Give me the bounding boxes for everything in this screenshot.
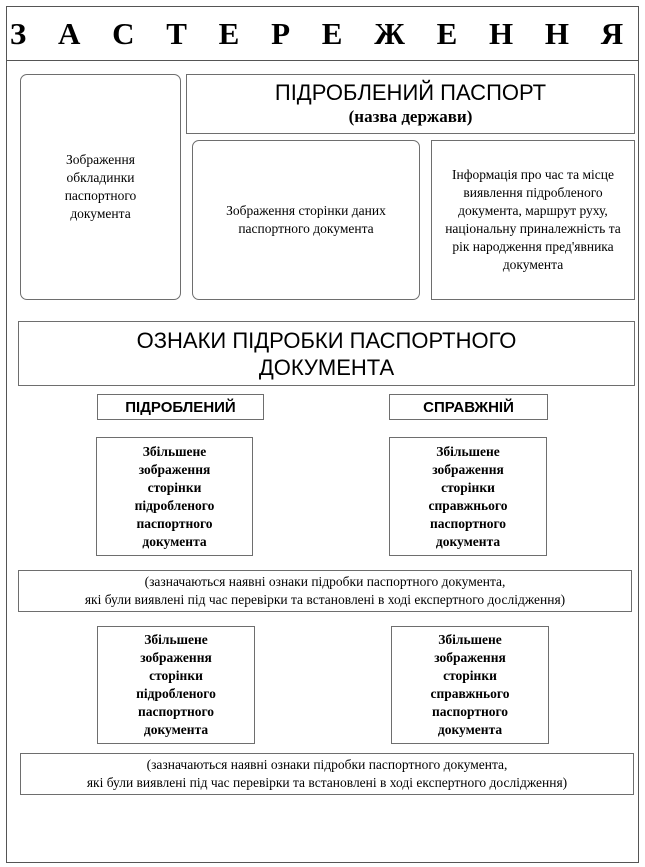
detection-info bbox=[431, 140, 635, 300]
section-title bbox=[18, 321, 635, 386]
forgery-notes-2-line1: (зазначаються наявні ознаки підробки паспортного документа, bbox=[146, 757, 508, 772]
page-title bbox=[6, 6, 639, 61]
passport-header bbox=[186, 74, 635, 134]
cover-image-text: Зображення обкладинки паспортного документа bbox=[64, 152, 137, 221]
label-genuine bbox=[389, 394, 548, 420]
genuine-image-placeholder-2 bbox=[391, 626, 549, 744]
label-genuine-text: СПРАВЖНІЙ bbox=[423, 398, 514, 416]
genuine-image-placeholder-1 bbox=[389, 437, 547, 556]
forged-image-text-2: Збільшене зображення сторінки підробленого паспортного документа bbox=[136, 632, 216, 737]
genuine-image-text-2: Збільшене зображення сторінки справжнього паспортного документа bbox=[430, 632, 510, 737]
forgery-notes-1-line1: (зазначаються наявні ознаки підробки паспортного документа, bbox=[144, 574, 506, 589]
forgery-notes-1 bbox=[18, 570, 632, 612]
genuine-image-text-1: Збільшене зображення сторінки справжнього паспортного документа bbox=[428, 443, 508, 549]
data-page-image-placeholder bbox=[192, 140, 420, 300]
label-forged bbox=[97, 394, 264, 420]
forged-image-placeholder-2 bbox=[97, 626, 255, 744]
label-forged-text: ПІДРОБЛЕНИЙ bbox=[125, 398, 236, 416]
data-page-image-text: Зображення сторінки даних паспортного документа bbox=[226, 203, 386, 236]
cover-image-placeholder bbox=[20, 74, 181, 300]
passport-header-title: ПІДРОБЛЕНИЙ ПАСПОРТ bbox=[274, 80, 547, 105]
passport-header-subtitle: (назва держави) bbox=[348, 107, 473, 126]
page-title-text: З А С Т Е Р Е Ж Е Н Н Я bbox=[9, 15, 636, 51]
forged-image-text-1: Збільшене зображення сторінки підробленого паспортного документа bbox=[134, 443, 215, 549]
section-title-text: ОЗНАКИ ПІДРОБКИ ПАСПОРТНОГО ДОКУМЕНТА bbox=[136, 327, 517, 380]
detection-info-text: Інформація про час та місце виявлення підробленого документа, маршрут руху, національну приналежність та рік народження пред'явника документа bbox=[445, 167, 621, 272]
forgery-notes-1-line2: які були виявлені під час перевірки та встановлені в ході експертного дослідження) bbox=[84, 592, 566, 607]
forgery-notes-2-line2: які були виявлені під час перевірки та встановлені в ході експертного дослідження) bbox=[86, 775, 568, 790]
forged-image-placeholder-1 bbox=[96, 437, 253, 556]
forgery-notes-2 bbox=[20, 753, 634, 795]
